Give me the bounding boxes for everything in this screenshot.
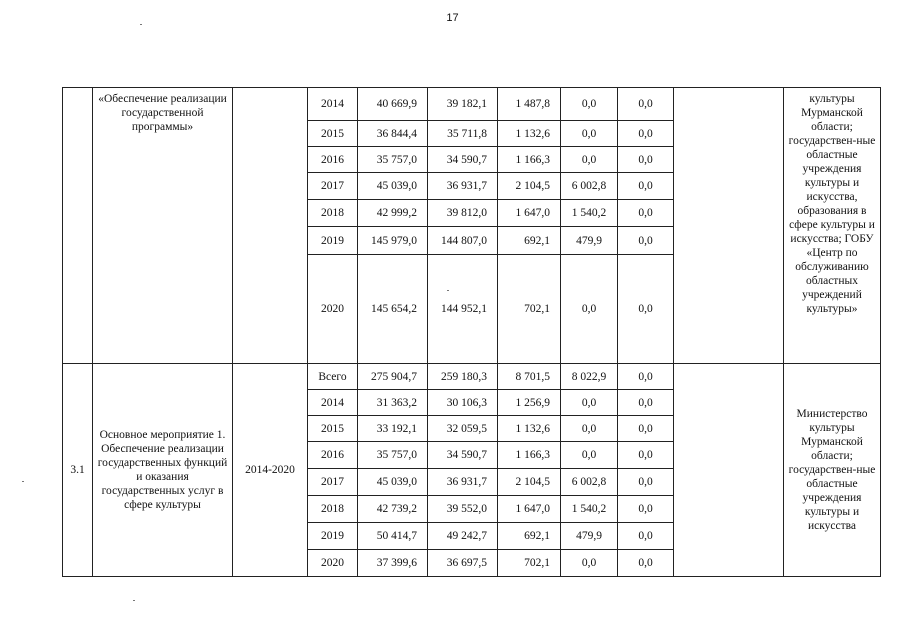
other-sources-cell: 0,0: [618, 255, 674, 364]
other-sources-cell: 0,0: [618, 364, 674, 390]
federal-budget-cell: 1 132,6: [498, 121, 561, 147]
year-cell: 2016: [308, 147, 358, 173]
regional-budget-cell: 49 242,7: [428, 523, 498, 550]
total-cell: 50 414,7: [358, 523, 428, 550]
table-row: [63, 88, 881, 121]
total-cell: 37 399,6: [358, 550, 428, 577]
other-sources-cell: 0,0: [618, 121, 674, 147]
other-sources-cell: 0,0: [618, 496, 674, 523]
scan-speck: [22, 481, 24, 482]
federal-budget-cell: 8 701,5: [498, 364, 561, 390]
page-number: 17: [446, 12, 459, 24]
federal-budget-cell: 1 256,9: [498, 390, 561, 416]
other-sources-cell: 0,0: [618, 173, 674, 200]
scan-speck: [133, 600, 135, 601]
local-budget-cell: 1 540,2: [561, 200, 618, 227]
local-budget-cell: 479,9: [561, 523, 618, 550]
total-cell: 145 654,2: [358, 255, 428, 364]
local-budget-cell: 0,0: [561, 550, 618, 577]
local-budget-cell: 0,0: [561, 88, 618, 121]
other-sources-cell: 0,0: [618, 550, 674, 577]
year-cell: 2020: [308, 255, 358, 364]
federal-budget-cell: 1 647,0: [498, 496, 561, 523]
federal-budget-cell: 2 104,5: [498, 469, 561, 496]
total-cell: 33 192,1: [358, 416, 428, 442]
regional-budget-cell: 32 059,5: [428, 416, 498, 442]
period-cell: 2014-2020: [233, 364, 308, 577]
executor-cell: Министерство культуры Мурманской области; государствен-ные областные учреждения культуры и искусства: [784, 364, 881, 577]
federal-budget-cell: 702,1: [498, 255, 561, 364]
other-sources-cell: 0,0: [618, 469, 674, 496]
local-budget-cell: 0,0: [561, 121, 618, 147]
local-budget-cell: 479,9: [561, 227, 618, 255]
federal-budget-cell: 1 487,8: [498, 88, 561, 121]
local-budget-cell: 6 002,8: [561, 173, 618, 200]
federal-budget-cell: 692,1: [498, 227, 561, 255]
year-cell: 2014: [308, 390, 358, 416]
year-cell: 2017: [308, 173, 358, 200]
year-cell: 2018: [308, 496, 358, 523]
other-sources-cell: 0,0: [618, 416, 674, 442]
local-budget-cell: 0,0: [561, 390, 618, 416]
federal-budget-cell: 1 647,0: [498, 200, 561, 227]
total-cell: 42 739,2: [358, 496, 428, 523]
regional-budget-cell: 144 952,1: [428, 255, 498, 364]
regional-budget-cell: 39 812,0: [428, 200, 498, 227]
regional-budget-cell: 144 807,0: [428, 227, 498, 255]
other-sources-cell: 0,0: [618, 227, 674, 255]
other-sources-cell: 0,0: [618, 200, 674, 227]
regional-budget-cell: 39 182,1: [428, 88, 498, 121]
regional-budget-cell: 36 931,7: [428, 173, 498, 200]
year-cell: 2019: [308, 523, 358, 550]
regional-budget-cell: 259 180,3: [428, 364, 498, 390]
year-cell: 2015: [308, 121, 358, 147]
item-name-cell: Основное мероприятие 1. Обеспечение реализации государственных функций и оказания государственных услуг в сфере культуры: [93, 364, 233, 577]
regional-budget-cell: 34 590,7: [428, 442, 498, 469]
other-sources-cell: 0,0: [618, 88, 674, 121]
local-budget-cell: 0,0: [561, 442, 618, 469]
total-cell: 275 904,7: [358, 364, 428, 390]
federal-budget-cell: 1 132,6: [498, 416, 561, 442]
federal-budget-cell: 2 104,5: [498, 173, 561, 200]
total-cell: 35 757,0: [358, 442, 428, 469]
regional-budget-cell: 35 711,8: [428, 121, 498, 147]
total-cell: 36 844,4: [358, 121, 428, 147]
local-budget-cell: 8 022,9: [561, 364, 618, 390]
year-cell: 2017: [308, 469, 358, 496]
year-cell: 2018: [308, 200, 358, 227]
indicator-cell: [674, 88, 784, 364]
other-sources-cell: 0,0: [618, 442, 674, 469]
local-budget-cell: 6 002,8: [561, 469, 618, 496]
regional-budget-cell: 30 106,3: [428, 390, 498, 416]
local-budget-cell: 0,0: [561, 147, 618, 173]
year-cell: Всего: [308, 364, 358, 390]
regional-budget-cell: 39 552,0: [428, 496, 498, 523]
item-name-cell: «Обеспечение реализации государственной программы»: [93, 88, 233, 364]
regional-budget-cell: 36 697,5: [428, 550, 498, 577]
item-number-cell: 3.1: [63, 364, 93, 577]
local-budget-cell: 0,0: [561, 255, 618, 364]
item-number-cell: [63, 88, 93, 364]
total-cell: 42 999,2: [358, 200, 428, 227]
year-cell: 2014: [308, 88, 358, 121]
federal-budget-cell: 1 166,3: [498, 147, 561, 173]
federal-budget-cell: 1 166,3: [498, 442, 561, 469]
year-cell: 2020: [308, 550, 358, 577]
local-budget-cell: 1 540,2: [561, 496, 618, 523]
total-cell: 31 363,2: [358, 390, 428, 416]
period-cell: [233, 88, 308, 364]
year-cell: 2015: [308, 416, 358, 442]
table-row: [63, 364, 881, 390]
indicator-cell: [674, 364, 784, 577]
total-cell: 145 979,0: [358, 227, 428, 255]
total-cell: 40 669,9: [358, 88, 428, 121]
scan-speck: [140, 24, 142, 25]
regional-budget-cell: 34 590,7: [428, 147, 498, 173]
other-sources-cell: 0,0: [618, 390, 674, 416]
year-cell: 2019: [308, 227, 358, 255]
year-cell: 2016: [308, 442, 358, 469]
regional-budget-cell: 36 931,7: [428, 469, 498, 496]
total-cell: 45 039,0: [358, 469, 428, 496]
total-cell: 35 757,0: [358, 147, 428, 173]
local-budget-cell: 0,0: [561, 416, 618, 442]
federal-budget-cell: 702,1: [498, 550, 561, 577]
total-cell: 45 039,0: [358, 173, 428, 200]
budget-table: [62, 87, 881, 577]
executor-cell: культуры Мурманской области; государствен-ные областные учреждения культуры и искусства, образования в сфере культуры и искусства; ГОБУ «Центр по обслуживанию областных учреждений культуры»: [784, 88, 881, 364]
other-sources-cell: 0,0: [618, 147, 674, 173]
other-sources-cell: 0,0: [618, 523, 674, 550]
federal-budget-cell: 692,1: [498, 523, 561, 550]
